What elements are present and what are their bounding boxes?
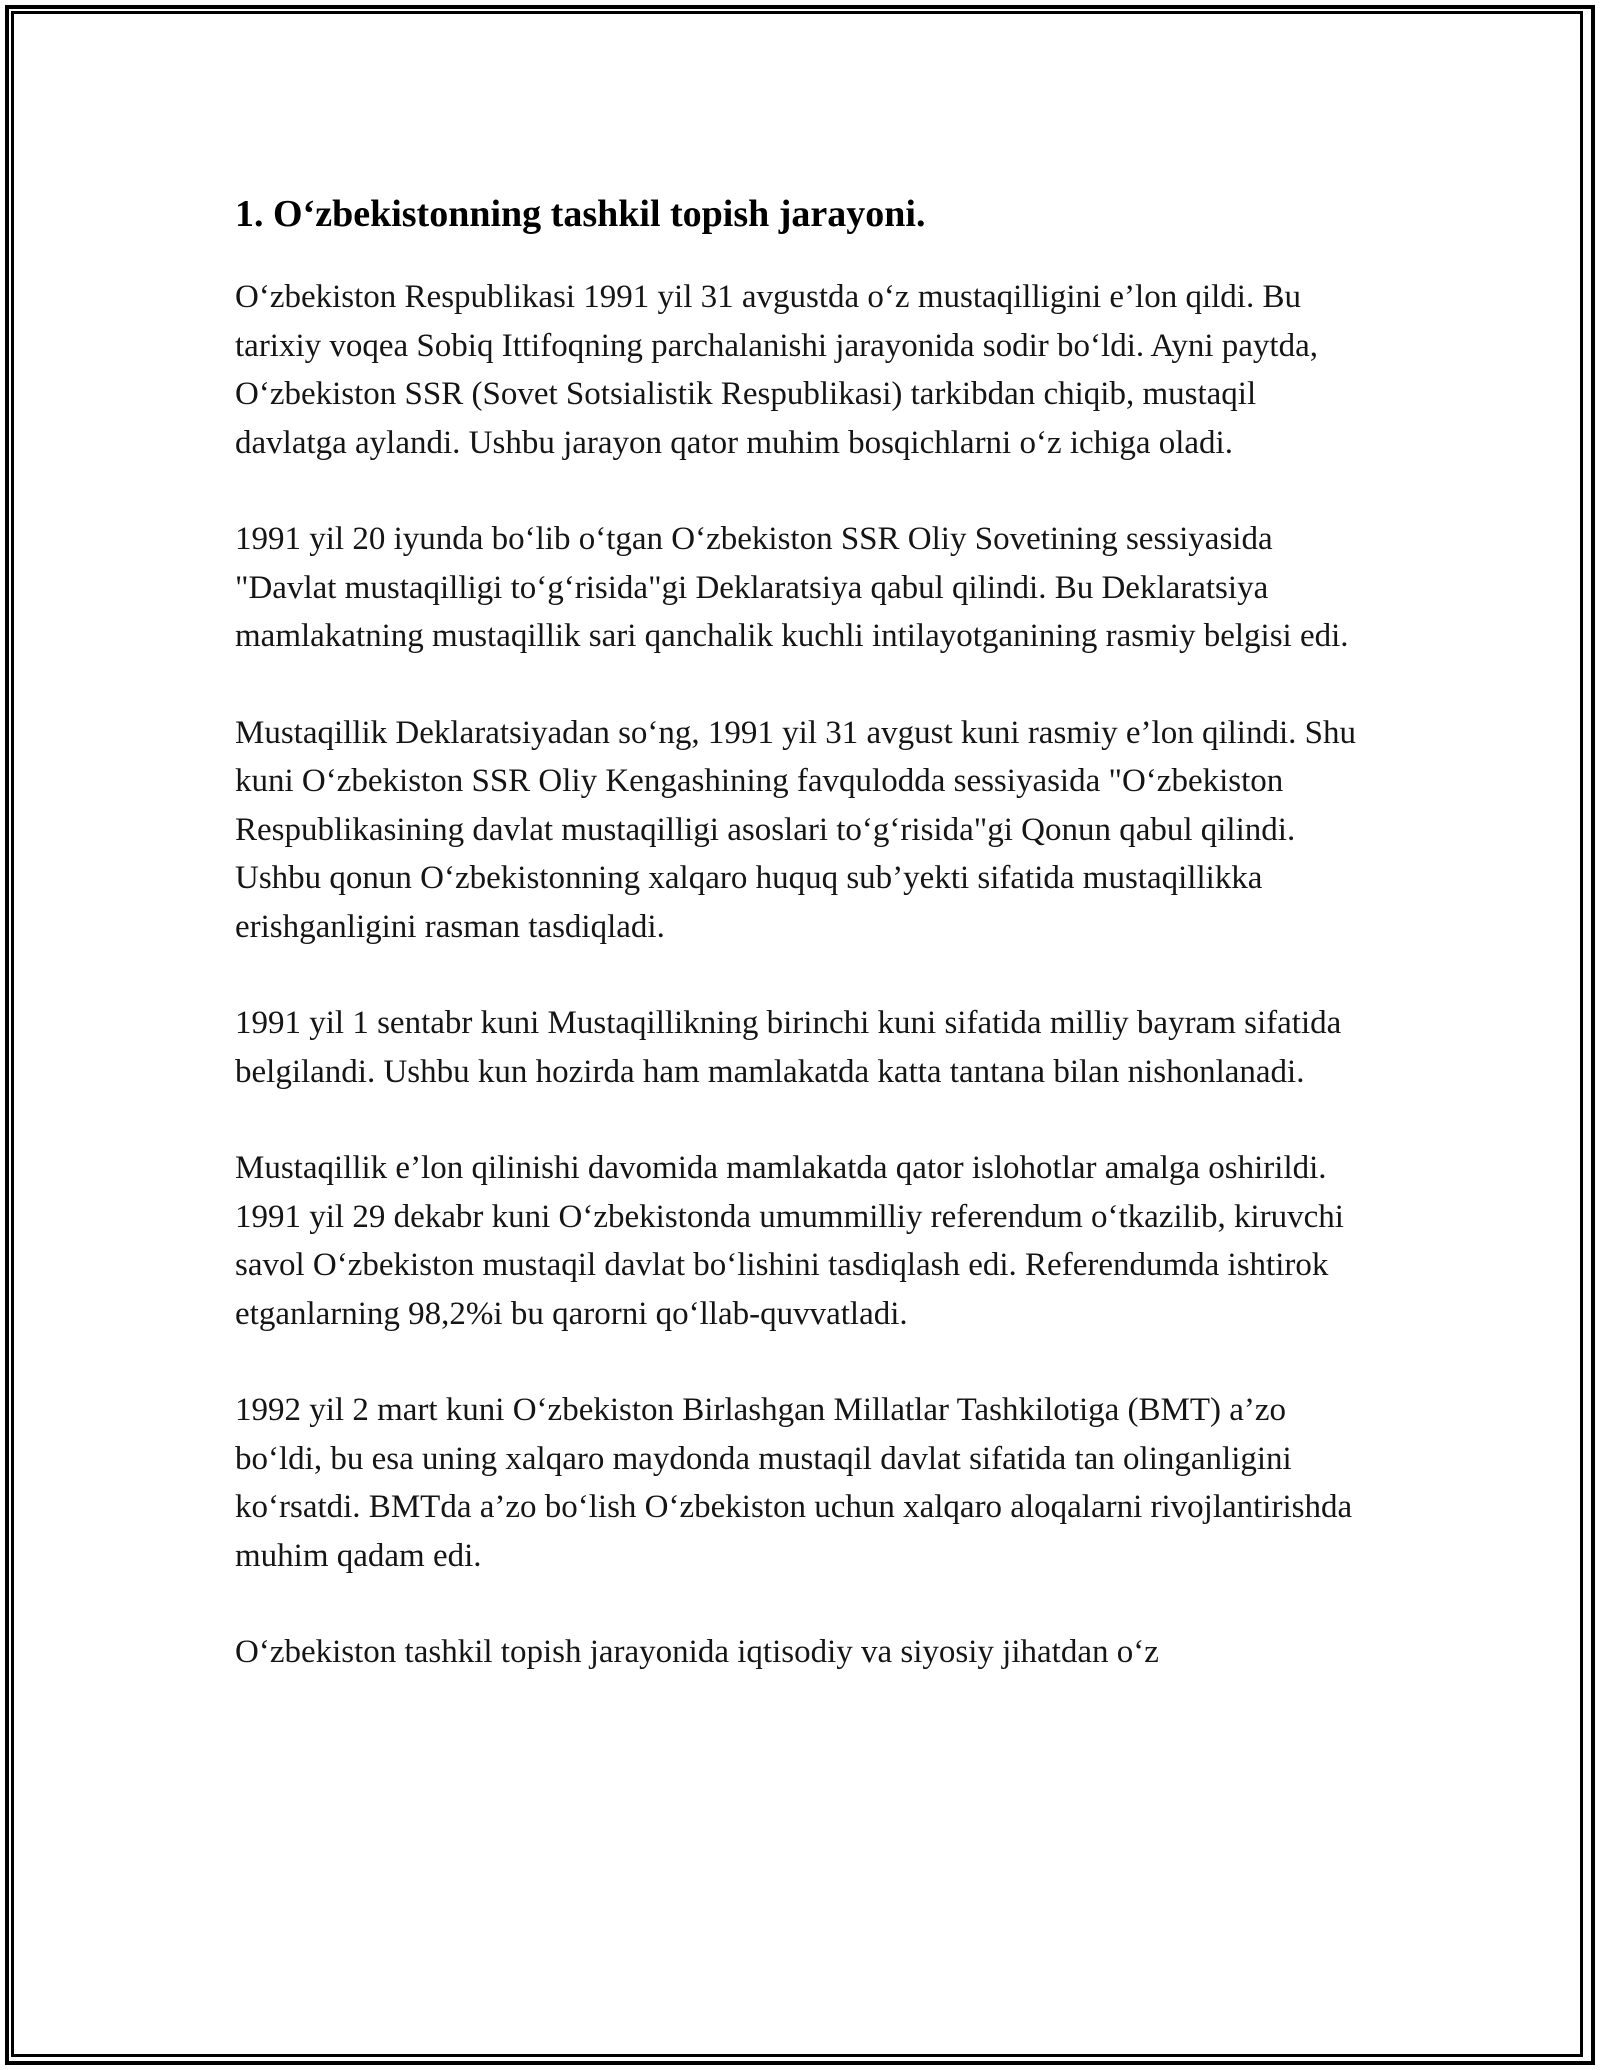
paragraph-independence-law: Mustaqillik Deklaratsiyadan so‘ng, 1991 yil 31 avgust kuni rasmiy e’lon qilindi. Shu kuni O‘zbekiston SSR Oliy Kengashining favqulodda sessiyasida "O‘zbekiston Respublikasining davlat mustaqilligi asoslari to‘g‘risida"gi Qonun qabul qilindi. Ushbu qonun O‘zbekistonning xalqaro huquq sub’yekti sifatida mustaqillikka erishganligini rasman tasdiqladi.	[235, 714, 1356, 945]
paragraph-independence-declared: O‘zbekiston Respublikasi 1991 yil 31 avgustda o‘z mustaqilligini e’lon qildi. Bu tarixiy voqea Sobiq Ittifoqning parchalanishi jarayonida sodir bo‘ldi. Ayni paytda, O‘zbekiston SSR (Sovet Sotsialistik Respublikasi) tarkibdan chiqib, mustaqil davlatga aylandi. Ushbu jarayon qator muhim bosqichlarni o‘z ichiga oladi.	[235, 279, 1318, 461]
paragraph-national-holiday: 1991 yil 1 sentabr kuni Mustaqillikning birinchi kuni sifatida milliy bayram sifatida belgilandi. Ushbu kun hozirda ham mamlakatda katta tantana bilan nishonlanadi.	[235, 1005, 1342, 1090]
document-body	[235, 188, 1370, 1725]
section-heading: 1. O‘zbekistonning tashkil topish jarayoni.	[235, 193, 926, 235]
paragraph-declaration-adopted: 1991 yil 20 iyunda bo‘lib o‘tgan O‘zbekiston SSR Oliy Sovetining sessiyasida "Davlat mustaqilligi to‘g‘risida"gi Deklaratsiya qabul qilindi. Bu Deklaratsiya mamlakatning mustaqillik sari qanchalik kuchli intilayotganining rasmiy belgisi edi.	[235, 521, 1349, 654]
paragraph-formation-continued: O‘zbekiston tashkil topish jarayonida iqtisodiy va siyosiy jihatdan o‘z	[235, 1634, 1159, 1670]
paragraph-un-membership: 1992 yil 2 mart kuni O‘zbekiston Birlashgan Millatlar Tashkilotiga (BMT) a’zo bo‘ldi, bu esa uning xalqaro maydonda mustaqil davlat sifatida tan olinganligini ko‘rsatdi. BMTda a’zo bo‘lish O‘zbekiston uchun xalqaro aloqalarni rivojlantirishda muhim qadam edi.	[235, 1392, 1353, 1574]
paragraph-referendum: Mustaqillik e’lon qilinishi davomida mamlakatda qator islohotlar amalga oshirildi. 1991 yil 29 dekabr kuni O‘zbekistonda umummilliy referendum o‘tkazilib, kiruvchi savol O‘zbekiston mustaqil davlat bo‘lishini tasdiqlash edi. Referendumda ishtirok etganlarning 98,2%i bu qarorni qo‘llab-quvvatladi.	[235, 1150, 1344, 1332]
